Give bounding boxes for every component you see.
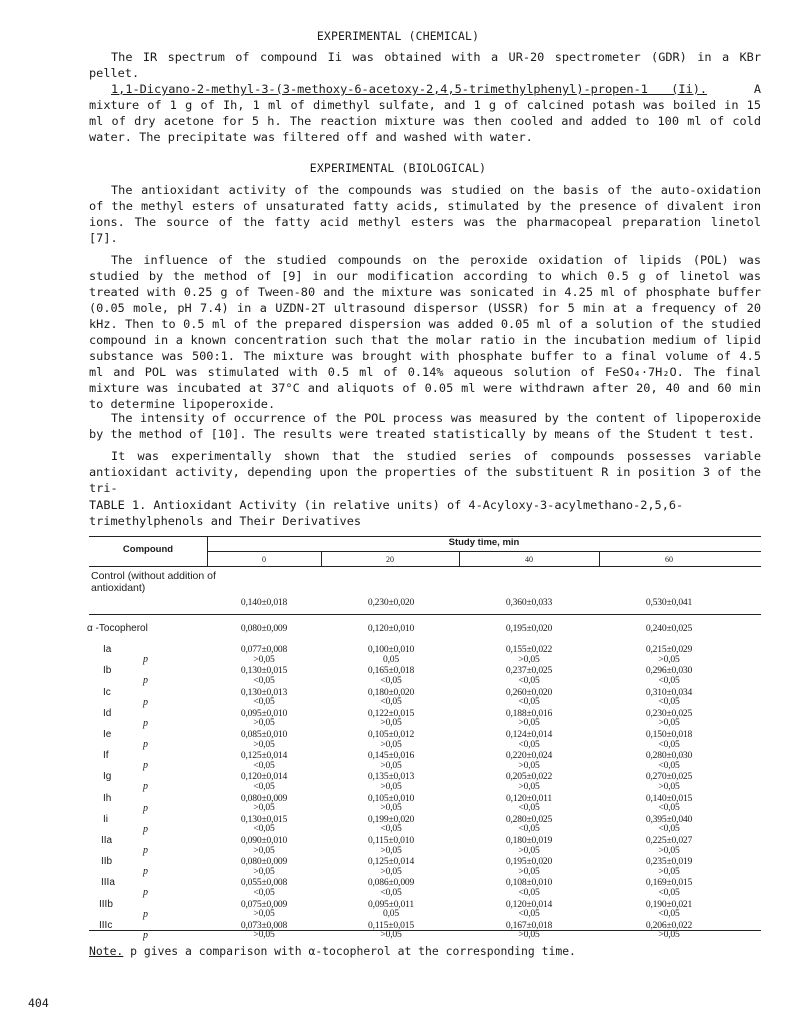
- table-cell-p-value: <0,05: [253, 696, 275, 708]
- p-label: p: [143, 823, 148, 835]
- table-cell-p-value: <0,05: [518, 823, 540, 835]
- table-cell-value: 0,205±0,022: [505, 771, 553, 783]
- table-cell-value: 0,130±0,013: [240, 686, 288, 698]
- biological-paragraph-4: [89, 448, 761, 496]
- control-value-60: 0,530±0,041: [645, 597, 693, 608]
- header-bottom-rule: [89, 566, 761, 567]
- table-cell-value: 0,280±0,025: [505, 813, 553, 825]
- biological-paragraph-2: [89, 252, 761, 412]
- table-cell-p-value: >0,05: [253, 802, 275, 814]
- table-cell-value: 0,190±0,021: [645, 898, 693, 910]
- table-bottom-rule: [89, 930, 761, 931]
- table-cell-value: 0,165±0,018: [367, 665, 415, 677]
- table-cell-value: 0,270±0,025: [645, 771, 693, 783]
- row-label: If: [103, 750, 109, 762]
- table-cell-p-value: >0,05: [380, 844, 402, 856]
- table-cell-value: 0,310±0,034: [645, 686, 693, 698]
- table-cell-value: 0,199±0,020: [367, 813, 415, 825]
- table-cell-value: 0,120±0,014: [505, 898, 553, 910]
- control-value-40: 0,360±0,033: [505, 597, 553, 608]
- p-label: p: [143, 739, 148, 750]
- table-cell-p-value: >0,05: [658, 780, 680, 792]
- time-divider-3: [599, 551, 600, 566]
- table-cell-p-value: >0,05: [253, 929, 275, 941]
- table-cell-value: 0,120±0,011: [506, 792, 552, 804]
- table-cell-p-value: <0,05: [518, 738, 540, 750]
- table-cell-p-value: <0,05: [518, 802, 540, 814]
- chemical-section-heading: EXPERIMENTAL (CHEMICAL): [316, 29, 480, 43]
- antioxidant-table: [87, 536, 761, 941]
- control-value-20: 0,230±0,020: [367, 597, 415, 608]
- table-cell-value: 0,100±0,010: [367, 644, 415, 656]
- table-cell-p-value: <0,05: [253, 780, 275, 792]
- table-cell-value: 0,155±0,022: [505, 644, 553, 656]
- p-label: p: [143, 929, 148, 941]
- chemical-paragraph-1-text: The IR spectrum of compound Ii was obtained with a UR-20 spectrometer (GDR) in a KBr pellet.: [89, 50, 761, 80]
- table-cell-value: 0,130±0,015: [240, 665, 288, 677]
- table-cell-p-value: >0,05: [253, 738, 275, 750]
- control-label: Control (without addition of antioxidant): [91, 570, 216, 594]
- table-cell-p-value: >0,05: [518, 653, 540, 665]
- row-label: IIIb: [99, 898, 113, 910]
- table-cell-value: 0,206±0,022: [645, 919, 693, 931]
- biological-section-heading: EXPERIMENTAL (BIOLOGICAL): [309, 161, 487, 175]
- table-cell-value: 0,237±0,025: [505, 665, 553, 677]
- table-cell-value: 0,195±0,020: [505, 623, 553, 634]
- biological-paragraph-3: [89, 410, 761, 442]
- time-divider-2: [459, 551, 460, 566]
- table-cell-p-value: <0,05: [518, 908, 540, 920]
- table-cell-p-value: 0,05: [383, 908, 399, 920]
- p-label: p: [143, 696, 148, 708]
- table-cell-p-value: <0,05: [253, 886, 275, 898]
- table-cell-p-value: <0,05: [658, 908, 680, 920]
- table-cell-p-value: >0,05: [253, 653, 275, 665]
- compound-header: Compound: [122, 544, 174, 555]
- table-cell-p-value: <0,05: [518, 674, 540, 686]
- table-cell-value: 0,105±0,010: [367, 792, 415, 804]
- table-cell-p-value: <0,05: [518, 696, 540, 708]
- table-cell-p-value: >0,05: [518, 865, 540, 877]
- row-label: Ic: [103, 686, 111, 698]
- p-label: p: [143, 675, 148, 687]
- table-cell-value: 0,180±0,019: [505, 835, 553, 846]
- table-cell-value: 0,124±0,014: [505, 729, 553, 740]
- table-cell-p-value: >0,05: [380, 802, 402, 814]
- table-cell-p-value: <0,05: [658, 802, 680, 814]
- table-cell-value: 0,075±0,009: [240, 898, 288, 910]
- table-cell-p-value: <0,05: [658, 696, 680, 708]
- study-time-header: Study time, min: [448, 537, 520, 548]
- table-cell-value: 0,167±0,018: [505, 919, 553, 931]
- table-cell-value: 0,086±0,009: [367, 877, 415, 889]
- table-cell-p-value: <0,05: [658, 823, 680, 835]
- table-cell-value: 0,169±0,015: [645, 877, 693, 889]
- table-cell-p-value: <0,05: [253, 823, 275, 835]
- table-cell-value: 0,122±0,015: [367, 707, 415, 719]
- table-cell-p-value: <0,05: [658, 759, 680, 771]
- table-cell-p-value: <0,05: [518, 886, 540, 898]
- table-cell-p-value: <0,05: [253, 759, 275, 771]
- table-cell-value: 0,225±0,027: [645, 835, 693, 846]
- p-label: p: [143, 866, 148, 878]
- table-cell-value: 0,090±0,010: [240, 835, 288, 846]
- table-note: [89, 943, 576, 959]
- table-cell-value: 0,080±0,009: [240, 856, 288, 868]
- row-label: Id: [103, 707, 112, 719]
- table-cell-p-value: >0,05: [253, 865, 275, 877]
- table-cell-value: 0,073±0,008: [240, 919, 288, 931]
- p-label: p: [143, 781, 148, 793]
- table-cell-value: 0,150±0,018: [645, 729, 693, 740]
- table-cell-value: 0,188±0,016: [505, 707, 553, 719]
- table-cell-p-value: >0,05: [253, 717, 275, 729]
- table-cell-p-value: >0,05: [658, 653, 680, 665]
- row-label: Ib: [103, 665, 112, 677]
- table-cell-p-value: <0,05: [380, 674, 402, 686]
- row-label: Ie: [103, 729, 112, 740]
- table-cell-value: 0,080±0,009: [240, 623, 288, 634]
- chemical-paragraph-2: [89, 81, 761, 145]
- control-bottom-rule: [89, 614, 761, 615]
- table-cell-value: 0,108±0,010: [505, 877, 553, 889]
- table-cell-p-value: >0,05: [253, 908, 275, 920]
- row-label: IIIc: [99, 919, 113, 931]
- p-label: p: [143, 887, 148, 899]
- biological-paragraph-1-text: The antioxidant activity of the compounds was studied on the basis of the auto-oxidation of the methyl esters of unsaturated fatty acids, stimulated by the presence of divalent iron ions. The source of the fatty acid methyl esters was the pharmacopeal preparation linetol [7].: [89, 183, 761, 245]
- table-cell-value: 0,095±0,011: [368, 898, 414, 910]
- table-cell-value: 0,180±0,020: [367, 686, 415, 698]
- table-cell-p-value: <0,05: [380, 696, 402, 708]
- table-cell-value: 0,140±0,015: [645, 792, 693, 804]
- table-cell-value: 0,077±0,008: [240, 644, 288, 656]
- table-cell-value: 0,085±0,010: [240, 729, 288, 740]
- note-text: p gives a comparison with α-tocopherol at the corresponding time.: [123, 944, 576, 958]
- table-cell-p-value: >0,05: [380, 738, 402, 750]
- page-number: 404: [28, 996, 49, 1010]
- table-cell-p-value: >0,05: [380, 759, 402, 771]
- table-cell-p-value: >0,05: [518, 759, 540, 771]
- table-cell-p-value: <0,05: [658, 886, 680, 898]
- header-mid-rule: [207, 551, 761, 552]
- time-header-40: 40: [525, 555, 533, 564]
- note-label: Note.: [89, 944, 124, 958]
- table-cell-value: 0,230±0,025: [645, 707, 693, 719]
- biological-paragraph-3-text: The intensity of occurrence of the POL process was measured by the content of lipoperoxide by the method of [10]. The results were treated statistically by means of the Student t test.: [89, 411, 761, 441]
- table-cell-p-value: >0,05: [658, 844, 680, 856]
- row-label: IIa: [101, 835, 113, 846]
- p-label: p: [143, 654, 148, 666]
- table-cell-p-value: <0,05: [380, 886, 402, 898]
- table-cell-value: 0,145±0,016: [367, 750, 415, 762]
- table-caption: TABLE 1. Antioxidant Activity (in relative units) of 4-Acyloxy-3-acylmethano-2,5,6-trimethylphenols and Their Derivatives: [89, 498, 684, 528]
- table-cell-value: 0,115±0,015: [368, 919, 414, 931]
- table-cell-p-value: >0,05: [518, 780, 540, 792]
- p-label: p: [143, 717, 148, 729]
- control-value-0: 0,140±0,018: [240, 597, 288, 608]
- p-label: p: [143, 760, 148, 772]
- table-cell-value: 0,125±0,014: [240, 750, 288, 762]
- compound-title: 1,1-Dicyano-2-methyl-3-(3-methoxy-6-acetoxy-2,4,5-trimethylphenyl)-propen-1 (Ii).: [111, 82, 708, 96]
- table-cell-value: 0,260±0,020: [505, 686, 553, 698]
- table-cell-p-value: >0,05: [658, 929, 680, 941]
- biological-paragraph-4-text: It was experimentally shown that the studied series of compounds possesses variable antioxidant activity, depending upon the properties of the substituent R in position 3 of the tri-: [89, 449, 761, 495]
- row-label: α -Tocopherol: [87, 623, 148, 634]
- p-label: p: [143, 845, 148, 856]
- table-cell-p-value: <0,05: [253, 674, 275, 686]
- chemical-paragraph-1: [89, 49, 761, 81]
- table-cell-value: 0,055±0,008: [240, 877, 288, 889]
- biological-paragraph-2-text: The influence of the studied compounds on the peroxide oxidation of lipids (POL) was studied by the method of [9] in our modification according to which 0.5 g of linetol was treated with 0.25 g of Tween-80 and the mixture was sonicated in 4.25 ml of phosphate buffer (0.05 mole, pH 7.4) in a UZDN-2T ultrasound dispersor (USSR) for 5 min at a frequency of 20 kHz. Then to 0.5 ml of the prepared dispersion was added 0.05 ml of a solution of the studied compound in a known concentration such that the molar ratio in the incubation medium of lipid substance was 500:1. The mixture was brought with phosphate buffer to a final volume of 4.5 ml and POL was stimulated with 0.5 ml of 0.14% aqueous solution of FeSO₄·7H₂O. The final mixture was incubated at 37°C and aliquots of 0.05 ml were withdrawn after 20, 40 and 60 min to determine lipoperoxide.: [89, 253, 761, 411]
- table-cell-value: 0,215±0,029: [645, 644, 693, 656]
- p-label: p: [143, 908, 148, 920]
- p-label: p: [143, 802, 148, 814]
- table-cell-p-value: >0,05: [518, 844, 540, 856]
- table-cell-p-value: >0,05: [518, 717, 540, 729]
- row-label: Ia: [103, 644, 112, 656]
- synthesis-text: A mixture of 1 g of Ih, 1 ml of dimethyl sulfate, and 1 g of calcined potash was boiled in 15 ml of dry acetone for 5 h. The reaction mixture was then cooled and added to 100 ml of cold water. The precipitate was filtered off and washed with water.: [89, 82, 761, 144]
- table-cell-p-value: >0,05: [380, 780, 402, 792]
- table-cell-value: 0,120±0,014: [240, 771, 288, 783]
- table-cell-p-value: >0,05: [518, 929, 540, 941]
- table-cell-value: 0,080±0,009: [240, 792, 288, 804]
- table-cell-p-value: >0,05: [380, 865, 402, 877]
- row-label: IIb: [101, 856, 113, 868]
- table-cell-p-value: <0,05: [380, 823, 402, 835]
- table-cell-value: 0,235±0,019: [645, 856, 693, 868]
- table-cell-value: 0,120±0,010: [367, 623, 415, 634]
- table-cell-value: 0,195±0,020: [505, 856, 553, 868]
- row-label: Ii: [103, 813, 108, 825]
- time-header-20: 20: [386, 555, 394, 564]
- row-label: Ig: [103, 771, 112, 783]
- row-label: IIIa: [101, 877, 115, 889]
- table-cell-value: 0,130±0,015: [240, 813, 288, 825]
- biological-paragraph-1: [89, 182, 761, 246]
- table-cell-value: 0,220±0,024: [505, 750, 553, 762]
- row-label: Ih: [103, 792, 112, 804]
- table-cell-value: 0,095±0,010: [240, 707, 288, 719]
- table-cell-value: 0,125±0,014: [367, 856, 415, 868]
- table-cell-p-value: >0,05: [253, 844, 275, 856]
- table-cell-value: 0,280±0,030: [645, 750, 693, 762]
- table-cell-p-value: 0,05: [383, 653, 399, 665]
- table-cell-p-value: <0,05: [658, 674, 680, 686]
- time-header-0: 0: [262, 555, 266, 564]
- table-cell-value: 0,395±0,040: [645, 813, 693, 825]
- table-cell-p-value: <0,05: [658, 738, 680, 750]
- table-cell-value: 0,115±0,010: [368, 835, 414, 846]
- table-cell-p-value: >0,05: [380, 929, 402, 941]
- table-cell-value: 0,135±0,013: [367, 771, 415, 783]
- table-cell-p-value: >0,05: [380, 717, 402, 729]
- table-cell-value: 0,296±0,030: [645, 665, 693, 677]
- table-cell-p-value: >0,05: [658, 865, 680, 877]
- time-header-60: 60: [665, 555, 673, 564]
- table-cell-p-value: >0,05: [658, 717, 680, 729]
- time-divider-1: [321, 551, 322, 566]
- table-cell-value: 0,240±0,025: [645, 623, 693, 634]
- table-cell-value: 0,105±0,012: [367, 729, 415, 740]
